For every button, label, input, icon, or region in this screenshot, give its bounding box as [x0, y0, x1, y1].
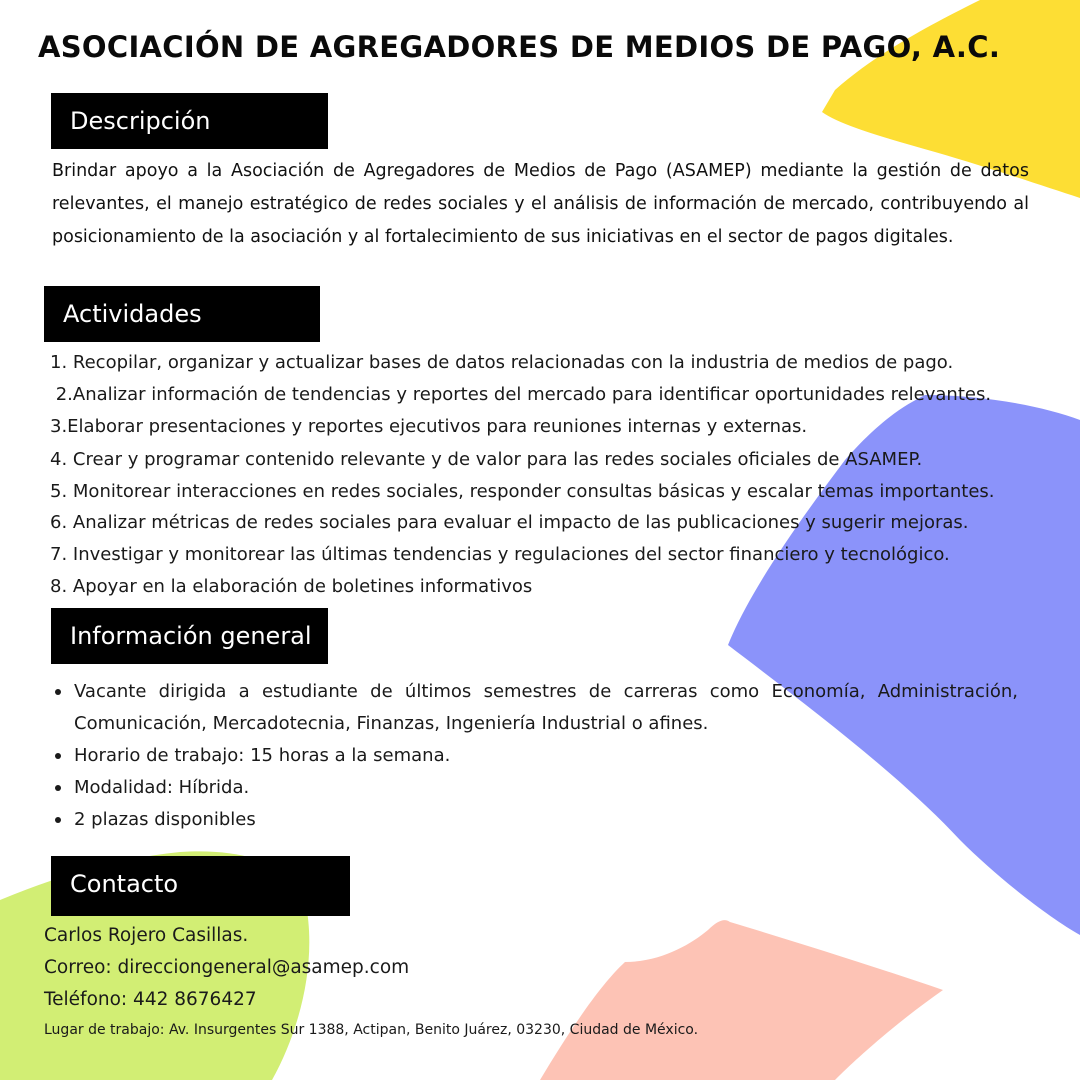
activity-item: 6. Analizar métricas de redes sociales para evaluar el impacto de las publicaciones y sugerir mejoras. [50, 512, 969, 533]
section-heading-contacto: Contacto [51, 856, 350, 916]
activity-item: 5. Monitorear interacciones en redes sociales, responder consultas básicas y escalar temas importantes. [50, 481, 995, 502]
general-info-item: Vacante dirigida a estudiante de últimos semestres de carreras como Economía, Administración, Comunicación, Mercadotecnia, Finanzas, Ingeniería Industrial o afines. [52, 676, 1018, 740]
section-heading-actividades: Actividades [44, 286, 320, 342]
section-heading-descripcion: Descripción [51, 93, 328, 149]
activity-item: 2.Analizar información de tendencias y reportes del mercado para identificar oportunidades relevantes. [50, 384, 992, 405]
description-text: Brindar apoyo a la Asociación de Agregadores de Medios de Pago (ASAMEP) mediante la gestión de datos relevantes, el manejo estratégico de redes sociales y el análisis de información de mercado, contribuyendo al posicionamiento de la asociación y al fortalecimiento de sus iniciativas en el sector de pagos digitales. [52, 161, 1029, 247]
section-heading-informacion: Información general [51, 608, 328, 664]
activity-item: 8. Apoyar en la elaboración de boletines informativos [50, 576, 533, 597]
page-title: ASOCIACIÓN DE AGREGADORES DE MEDIOS DE PAGO, A.C. [38, 30, 1001, 64]
general-info-item: Modalidad: Híbrida. [52, 772, 1018, 804]
activity-item: 3.Elaborar presentaciones y reportes ejecutivos para reuniones internas y externas. [50, 416, 808, 437]
activity-item: 7. Investigar y monitorear las últimas tendencias y regulaciones del sector financiero y tecnológico. [50, 544, 950, 565]
contact-email[interactable]: Correo: direcciongeneral@asamep.com [44, 957, 410, 978]
activity-item: 4. Crear y programar contenido relevante y de valor para las redes sociales oficiales de ASAMEP. [50, 449, 923, 470]
contact-name: Carlos Rojero Casillas. [44, 925, 249, 946]
general-info-list [52, 676, 1018, 836]
general-info-item: Horario de trabajo: 15 horas a la semana. [52, 740, 1018, 772]
activity-item: 1. Recopilar, organizar y actualizar bases de datos relacionadas con la industria de medios de pago. [50, 352, 954, 373]
general-info-item: 2 plazas disponibles [52, 804, 1018, 836]
contact-phone[interactable]: Teléfono: 442 8676427 [44, 989, 257, 1010]
work-location: Lugar de trabajo: Av. Insurgentes Sur 1388, Actipan, Benito Juárez, 03230, Ciudad de México. [44, 1022, 699, 1038]
